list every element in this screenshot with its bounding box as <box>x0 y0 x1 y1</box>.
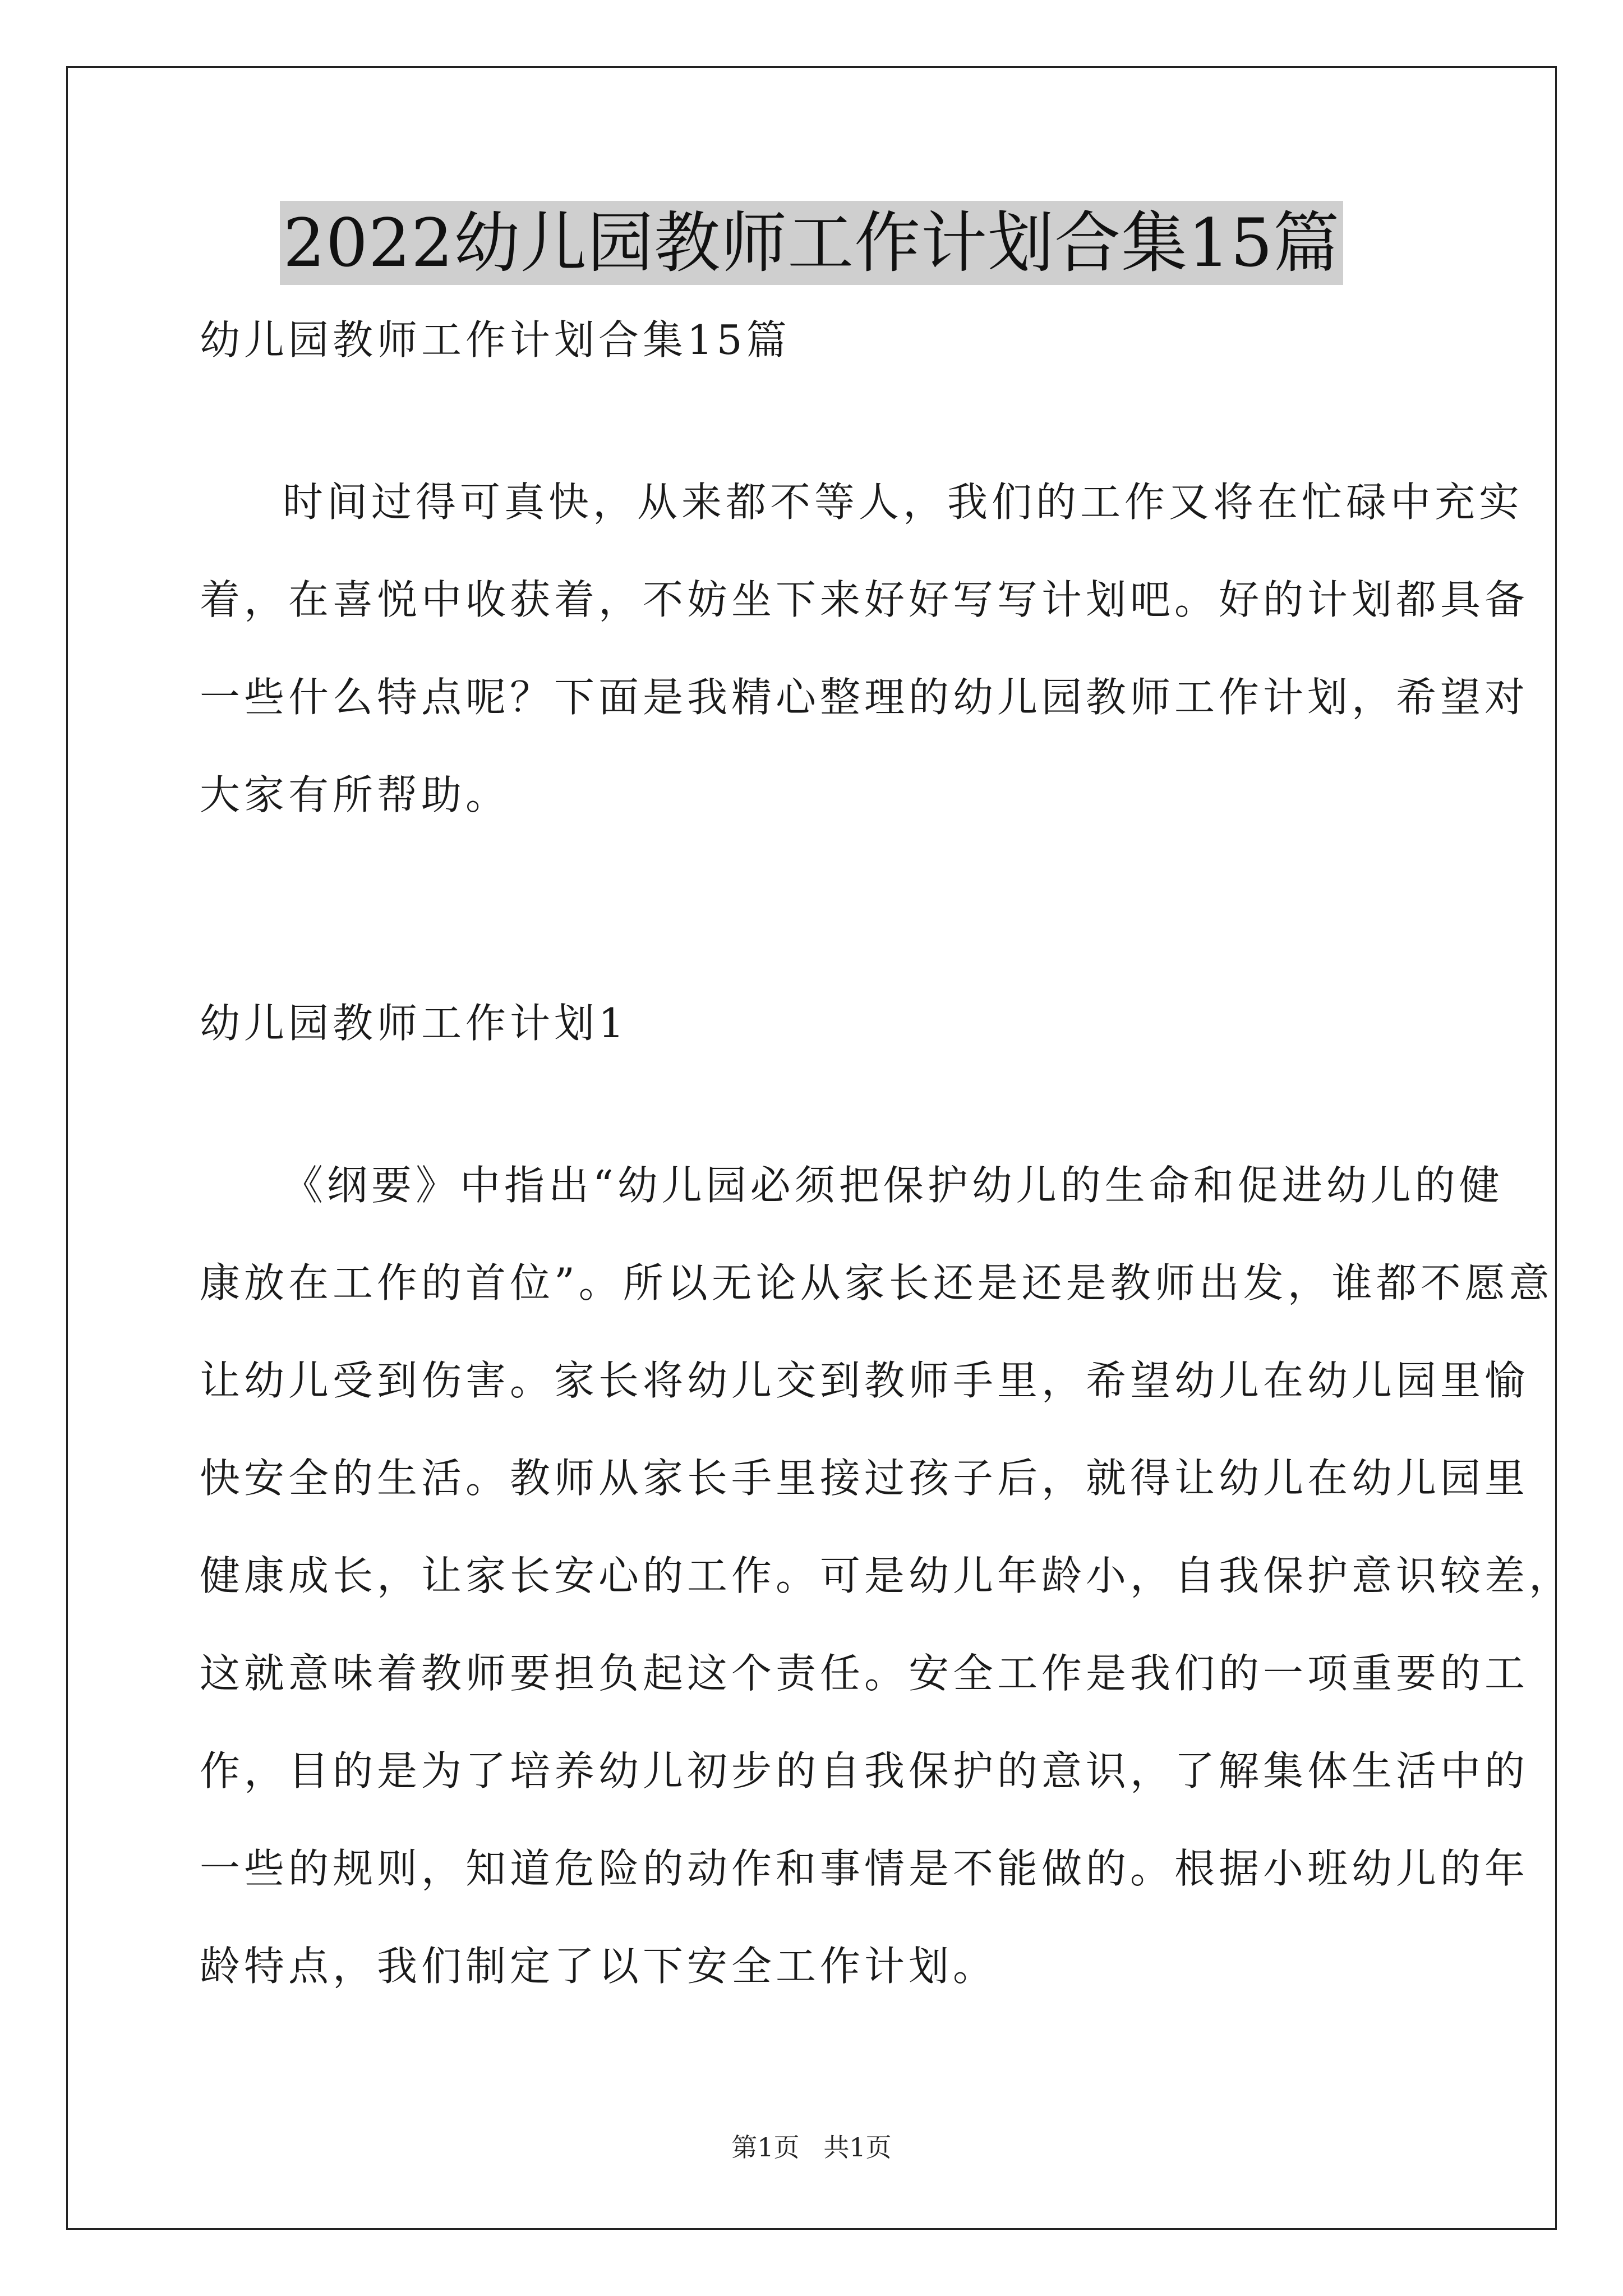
page-footer <box>0 2131 1623 2164</box>
section-line: 快安全的生活。教师从家长手里接过孩子后，就得让幼儿在幼儿园里 <box>200 1455 1529 1502</box>
intro-paragraph <box>200 453 1529 844</box>
section-line: 《纲要》中指出“幼儿园必须把保护幼儿的生命和促进幼儿的健 <box>283 1162 1504 1209</box>
section-line: 一些的规则，知道危险的动作和事情是不能做的。根据小班幼儿的年 <box>200 1845 1529 1892</box>
section-heading: 幼儿园教师工作计划1 <box>200 1000 628 1047</box>
subtitle-block <box>200 312 1433 368</box>
section-paragraph <box>200 1137 1574 2015</box>
document-subtitle: 幼儿园教师工作计划合集15篇 <box>200 316 791 364</box>
intro-line: 着，在喜悦中收获着，不妨坐下来好好写写计划吧。好的计划都具备 <box>200 576 1529 623</box>
page-total: 共1页 <box>823 2132 892 2162</box>
section-line: 作，目的是为了培养幼儿初步的自我保护的意识，了解集体生活中的 <box>200 1747 1529 1795</box>
intro-line: 大家有所帮助。 <box>200 771 510 818</box>
page-number: 第1页 <box>731 2132 800 2162</box>
section-line: 健康成长，让家长安心的工作。可是幼儿年龄小，自我保护意识较差， <box>200 1552 1574 1599</box>
section-line: 康放在工作的首位”。所以无论从家长还是还是教师出发，谁都不愿意 <box>200 1259 1553 1306</box>
section-heading-block <box>200 995 1433 1051</box>
intro-line: 时间过得可真快，从来都不等人，我们的工作又将在忙碌中充实 <box>283 478 1524 526</box>
section-line: 这就意味着教师要担负起这个责任。安全工作是我们的一项重要的工 <box>200 1650 1529 1697</box>
section-line: 龄特点，我们制定了以下安全工作计划。 <box>200 1943 998 1990</box>
document-title: 2022幼儿园教师工作计划合集15篇 <box>280 201 1343 285</box>
intro-line: 一些什么特点呢？下面是我精心整理的幼儿园教师工作计划，希望对 <box>200 674 1529 721</box>
title-container <box>0 201 1623 285</box>
section-line: 让幼儿受到伤害。家长将幼儿交到教师手里，希望幼儿在幼儿园里愉 <box>200 1357 1529 1404</box>
